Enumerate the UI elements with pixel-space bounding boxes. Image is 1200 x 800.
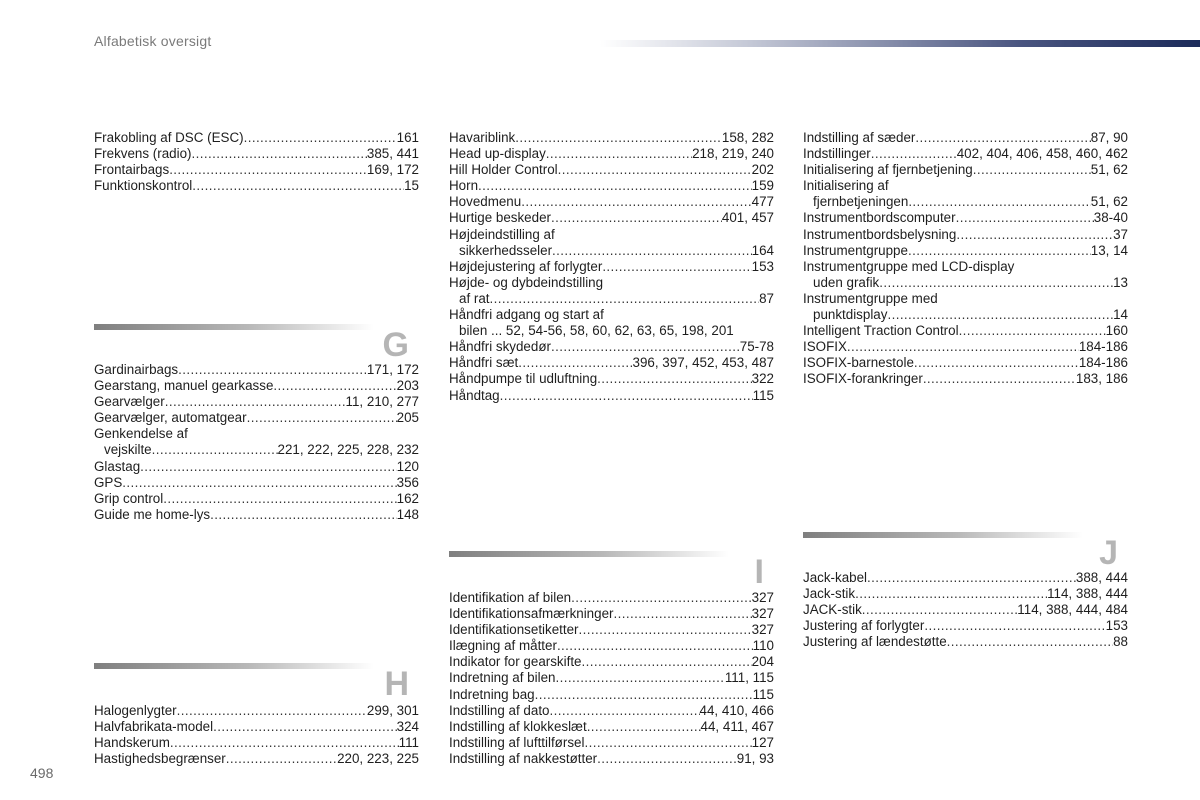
index-entry [449,243,774,259]
index-entry [449,670,774,686]
index-entry-term: Indstilling af lufttilførsel [449,734,585,750]
index-entry [803,355,1128,371]
header-accent-bar [600,40,1200,47]
index-entry-pages: 159 [751,178,774,194]
index-entry-leader [535,687,753,703]
index-entry [803,178,1128,194]
letter-heading-g [94,324,419,364]
index-entry-leader [550,703,700,719]
index-entry-term: Håndfri skydedør [449,339,551,355]
index-entry [449,275,774,291]
index-entry-leader [847,339,1079,355]
index-section-j [803,570,1128,650]
letter-heading-h [94,663,419,703]
index-entry-pages: 164 [751,242,774,258]
index-entry-term: Indretning af bilen [449,670,556,686]
index-entry-pages: 327 [751,622,774,638]
index-entry-pages: 401, 457 [721,210,774,226]
index-entry-pages: 51, 62 [1090,162,1128,178]
index-entry [94,751,419,767]
index-entry [94,491,419,507]
index-entry-term: punktdisplay [813,307,888,323]
index-entry [803,618,1128,634]
letter-heading-bar [803,532,1083,538]
index-entry [94,146,419,162]
index-entry [449,719,774,735]
index-entry-leader [515,130,722,146]
index-entry-pages: 148 [396,506,419,522]
index-entry-pages: 87 [759,290,774,306]
index-entry-term: Hurtige beskeder [449,210,551,226]
index-entry-term: uden grafik [813,274,880,290]
index-section-f-continued [94,130,419,194]
index-entry-pages: 388, 444 [1075,570,1128,585]
index-entry-pages: 114, 388, 444 [1047,586,1128,602]
index-entry-leader [478,178,752,194]
index-entry-leader [587,719,701,735]
index-entry-leader [140,459,397,475]
index-entry-pages: 153 [1105,618,1128,634]
index-entry-term: Ilægning af måtter [449,638,557,654]
index-entry-leader [210,507,397,523]
index-entry [803,291,1128,307]
index-entry-leader [555,670,724,686]
index-entry-term: ISOFIX [803,339,847,355]
index-entry [803,570,1128,586]
index-entry-term: bilen ... 52, 54-56, 58, 60, 62, 63, 65, 198, 201 [459,323,734,339]
index-entry-pages: 44, 410, 466 [699,702,774,718]
index-entry-term: Genkendelse af [94,426,188,442]
index-entry-pages: 158, 282 [721,130,774,145]
index-entry-pages: 169, 172 [366,162,419,178]
index-entry [449,355,774,371]
index-entry [803,194,1128,210]
index-entry-term: Indstilling af sæder [803,130,916,145]
index-entry-leader [213,719,397,735]
index-entry-leader [871,146,957,162]
index-entry-pages: 396, 397, 452, 453, 487 [632,355,774,371]
index-entry-pages: 37 [1113,226,1128,242]
index-entry [449,590,774,606]
index-entry-leader [879,275,1113,291]
index-entry [803,227,1128,243]
index-entry-leader [887,307,1113,323]
index-entry-term: Instrumentbordsbelysning [803,226,957,242]
index-entry-leader [908,243,1091,259]
index-entry [94,719,419,735]
index-section-h-continued [449,130,774,404]
index-entry-pages: 38-40 [1093,210,1128,226]
index-entry-term: Håndfri sæt [449,355,519,371]
index-entry [803,275,1128,291]
index-entry [803,210,1128,226]
index-entry [94,459,419,475]
index-entry-leader [614,606,752,622]
index-entry [449,291,774,307]
index-entry-term: Højdejustering af forlygter [449,258,603,274]
index-entry-leader [551,210,722,226]
index-entry [449,388,774,404]
index-entry [803,259,1128,275]
index-entry-term: Indretning bag [449,686,535,702]
index-entry-term: Indstilling af dato [449,702,550,718]
index-entry-leader [947,634,1113,650]
index-entry [94,362,419,378]
index-entry-leader [867,570,1076,586]
index-entry [803,634,1128,650]
index-entry-pages: 127 [751,734,774,750]
index-entry-term: vejskilte [104,442,152,458]
index-entry-term: Identifikationsafmærkninger [449,606,614,622]
index-entry-leader [914,355,1079,371]
index-entry-term: Håndtag [449,387,500,403]
index-entry-pages: 322 [751,371,774,387]
index-entry-pages: 299, 301 [366,703,419,718]
index-entry-leader [557,638,753,654]
index-entry-leader [924,618,1105,634]
index-entry-term: Frekvens (radio) [94,146,192,162]
index-entry-leader [855,586,1047,602]
index-entry-term: Håndpumpe til udluftning [449,371,598,387]
index-entry-pages: 202 [751,162,774,178]
index-entry-term: sikkerhedsseler [459,242,553,258]
index-entry-pages: 162 [396,490,419,506]
index-entry-pages: 13 [1113,274,1128,290]
index-entry [94,394,419,410]
index-entry-term: Indstillinger [803,146,871,162]
index-entry [803,307,1128,323]
index-entry [803,371,1128,387]
index-entry-pages: 75-78 [739,339,774,355]
index-section-i [449,590,774,767]
index-entry-leader [923,371,1076,387]
index-entry-pages: 402, 404, 406, 458, 460, 462 [956,146,1128,162]
index-entry [449,194,774,210]
index-entry-leader [244,130,397,146]
index-entry-term: Instrumentbordscomputer [803,210,956,226]
index-entry [803,162,1128,178]
index-entry-term: Halogenlygter [94,703,177,718]
index-entry [449,178,774,194]
index-entry-leader [551,339,740,355]
index-entry-leader [122,475,396,491]
index-entry [803,339,1128,355]
index-entry [803,602,1128,618]
index-entry-leader [500,388,753,404]
index-entry-leader [552,243,752,259]
index-entry-term: Guide me home-lys [94,506,211,522]
index-entry-leader [571,590,752,606]
index-entry-term: Jack-kabel [803,570,868,585]
index-entry [449,371,774,387]
index-entry-pages: 203 [396,378,419,394]
index-entry-pages: 160 [1105,323,1128,339]
index-entry-pages: 44, 411, 467 [700,718,774,734]
index-entry-leader [169,162,367,178]
index-entry-pages: 13, 14 [1090,242,1128,258]
index-entry-pages: 110 [752,638,774,654]
index-entry-term: Højde- og dybdeindstilling [449,274,604,290]
index-entry [94,162,419,178]
page-number: 498 [30,765,54,781]
index-entry [94,475,419,491]
index-entry-pages: 114, 388, 444, 484 [1017,602,1128,618]
index-entry-leader [597,371,752,387]
index-entry-leader [273,378,396,394]
index-entry [449,259,774,275]
index-entry-leader [490,291,760,307]
index-entry [449,162,774,178]
index-entry-pages: 205 [396,410,419,426]
index-entry [94,130,419,146]
index-entry-pages: 11, 210, 277 [345,394,419,410]
letter-heading-i [449,551,774,591]
index-entry-leader [226,751,337,767]
index-entry-term: Halvfabrikata-model [94,719,214,735]
index-entry-pages: 477 [751,194,774,210]
index-entry-leader [191,146,366,162]
index-entry [94,178,419,194]
index-entry [449,751,774,767]
index-entry-term: Initialisering af fjernbetjening [803,162,973,178]
index-entry-pages: 88 [1113,634,1128,650]
index-entry-pages: 14 [1113,307,1128,323]
index-entry-term: GPS [94,474,123,490]
index-entry [449,687,774,703]
index-entry-term: Justering af lændestøtte [803,634,947,650]
index-entry-term: Funktionskontrol [94,178,193,194]
index-entry-term: af rat [459,290,490,306]
index-entry-term: Frontairbags [94,162,170,178]
index-entry-term: Gearstang, manuel gearkasse [94,378,274,394]
index-entry-leader [581,654,751,670]
index-entry-pages: 87, 90 [1090,130,1128,145]
index-entry [803,146,1128,162]
index-entry [803,243,1128,259]
index-entry-leader [192,178,404,194]
index-entry-leader [170,735,399,751]
index-entry [449,654,774,670]
index-entry-pages: 120 [396,458,419,474]
index-entry-term: Handskerum [94,735,170,751]
index-entry [803,323,1128,339]
index-entry [94,507,419,523]
index-entry-term: Identifikationsetiketter [449,622,579,638]
index-entry-leader [177,703,367,719]
index-entry-leader [178,362,367,378]
index-entry-pages: 51, 62 [1090,194,1128,210]
index-entry-pages: 220, 223, 225 [337,751,419,767]
index-section-h [94,703,419,767]
index-entry-term: Horn [449,178,479,194]
index-entry-term: Gearvælger, automatgear [94,410,247,426]
index-entry [449,323,774,339]
index-entry-pages: 184-186 [1078,339,1128,355]
index-entry [94,442,419,458]
letter-heading-label: I [754,553,764,591]
index-entry-pages: 115 [752,387,774,403]
index-entry-leader [602,259,751,275]
letter-heading-bar [449,551,729,557]
index-entry-term: Justering af forlygter [803,618,925,634]
letter-heading-j [803,532,1128,572]
index-entry [449,703,774,719]
index-entry-term: Identifikation af bilen [449,590,572,605]
index-entry-leader [862,602,1018,618]
index-entry-leader [915,130,1090,146]
index-entry-term: fjernbetjeningen [813,194,909,210]
index-entry [803,586,1128,602]
index-entry-pages: 111 [398,735,419,751]
index-entry-pages: 111, 115 [724,670,774,686]
index-entry [449,735,774,751]
page-title: Alfabetisk oversigt [94,33,212,49]
index-entry-pages: 324 [396,719,419,735]
index-entry [449,146,774,162]
index-entry-term: Gardinairbags [94,362,179,377]
index-entry [449,339,774,355]
index-entry-leader [956,227,1113,243]
index-entry-term: Gearvælger [94,394,165,410]
index-entry-term: Jack-stik [803,586,856,602]
index-entry [94,426,419,442]
letter-heading-bar [94,663,374,669]
index-entry-pages: 161 [396,130,419,145]
index-entry-leader [152,442,278,458]
index-entry-leader [597,751,737,767]
letter-heading-bar [94,324,374,330]
index-entry-pages: 221, 222, 225, 228, 232 [277,442,419,458]
letter-heading-label: G [382,326,409,364]
index-entry-pages: 356 [396,474,419,490]
index-entry-leader [518,355,632,371]
index-entry [94,410,419,426]
index-entry-pages: 385, 441 [366,146,419,162]
index-entry-term: Frakobling af DSC (ESC) [94,130,244,145]
index-entry-pages: 327 [751,590,774,605]
index-entry-term: Initialisering af [803,178,889,194]
index-entry-term: Håndfri adgang og start af [449,307,604,323]
index-entry [803,130,1128,146]
index-entry [449,606,774,622]
index-entry-term: Hastighedsbegrænser [94,751,226,767]
index-entry-leader [521,194,751,210]
index-entry-pages: 171, 172 [366,362,419,377]
index-entry [449,210,774,226]
index-entry [449,622,774,638]
index-section-g [94,362,419,523]
index-entry-term: Instrumentgruppe med LCD-display [803,258,1015,274]
index-entry-pages: 115 [752,686,774,702]
letter-heading-label: J [1099,534,1118,572]
letter-heading-label: H [384,665,409,703]
index-entry-pages: 91, 93 [736,750,774,766]
index-entry-term: JACK-stik [803,602,862,618]
index-entry-term: Indstilling af klokkeslæt [449,718,587,734]
index-entry-term: Hovedmenu [449,194,522,210]
index-entry-pages: 153 [751,258,774,274]
index-entry-term: Havariblink [449,130,516,145]
index-entry-term: Indstilling af nakkestøtter [449,750,598,766]
index-entry-term: Intelligent Traction Control [803,323,959,339]
index-entry-leader [579,622,752,638]
index-entry [449,130,774,146]
index-entry-leader [165,394,346,410]
index-entry [94,703,419,719]
index-entry [94,735,419,751]
index-entry-term: Hill Holder Control [449,162,558,178]
index-entry-term: Head up-display [449,146,546,162]
index-entry [449,638,774,654]
index-entry-leader [973,162,1091,178]
index-entry-term: Instrumentgruppe med [803,290,938,306]
index-entry-term: Indikator for gearskifte [449,654,582,670]
index-entry-pages: 183, 186 [1075,371,1128,387]
index-entry-term: Højdeindstilling af [449,226,555,242]
index-entry-leader [546,146,692,162]
index-section-i-continued [803,130,1128,388]
index-entry-leader [959,323,1106,339]
index-entry-pages: 204 [751,654,774,670]
index-entry-pages: 184-186 [1078,355,1128,371]
index-entry-term: ISOFIX-barnestole [803,355,914,371]
index-entry [94,378,419,394]
index-entry-pages: 327 [751,606,774,622]
index-entry-leader [956,210,1094,226]
index-entry-leader [163,491,396,507]
index-entry-leader [908,194,1090,210]
index-entry [449,227,774,243]
index-entry-leader [584,735,751,751]
index-entry-term: Grip control [94,490,164,506]
index-entry-term: ISOFIX-forankringer [803,371,923,387]
index-entry-term: Instrumentgruppe [803,242,908,258]
index-entry-term: Glastag [94,458,141,474]
index-entry-leader [247,410,397,426]
index-entry-pages: 15 [404,178,419,194]
index-entry-leader [558,162,752,178]
index-entry-pages: 218, 219, 240 [692,146,774,162]
index-entry [449,307,774,323]
